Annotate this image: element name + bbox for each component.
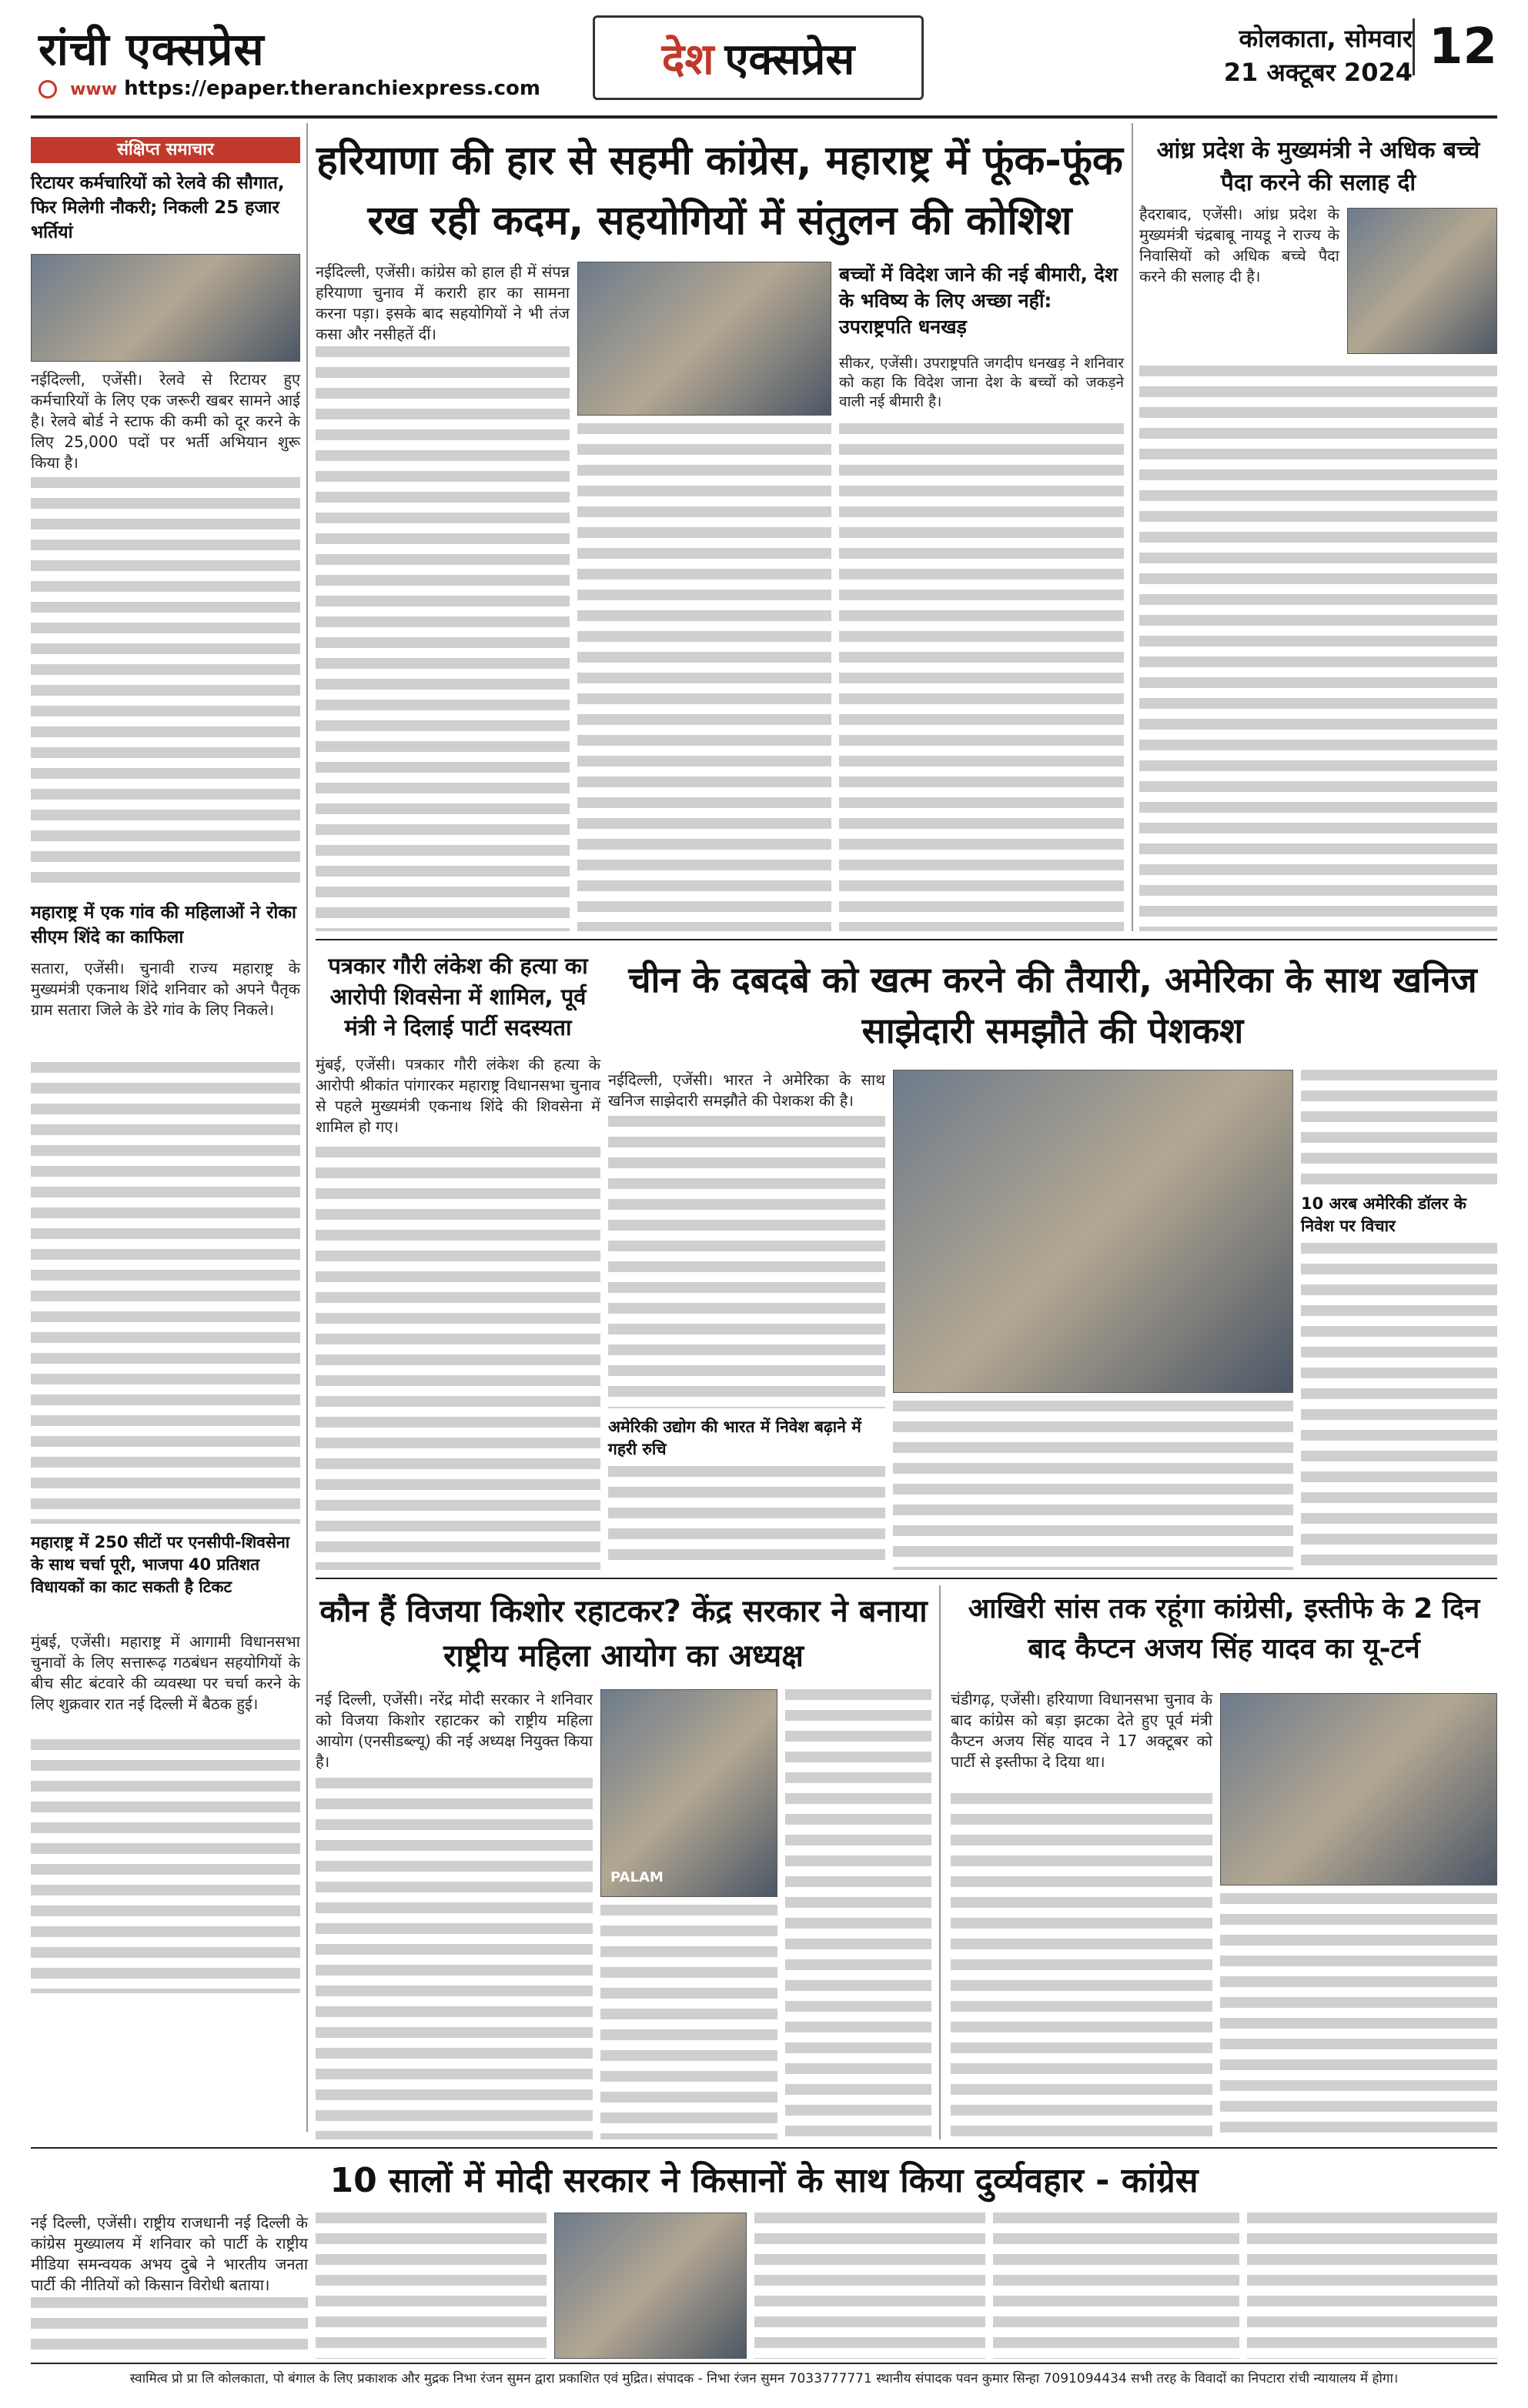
vijaya-lead: नई दिल्ली, एजेंसी। नरेंद्र मोदी सरकार ने शनिवार को विजया किशोर रहाटकर को राष्ट्रीय महिला आयोग (एनसीडब्ल्यू) की नई अध्यक्ष नियुक्त किया है। [316,1690,593,1771]
vp-lead: सीकर, एजेंसी। उपराष्ट्रपति जगदीप धनखड़ ने शनिवार को कहा कि विदेश जाना देश के बच्चों को जकड़ने वाली नई बीमारी है। [839,355,1124,410]
vijaya-headline[interactable]: कौन हैं विजया किशोर रहाटकर? केंद्र सरकार ने बनाया राष्ट्रीय महिला आयोग का अध्यक्ष [319,1594,928,1674]
captain-lead: चंडीगढ़, एजेंसी। हरियाणा विधानसभा चुनाव के बाद कांग्रेस को बड़ा झटका देते हुए पूर्व मंत्री कैप्टन अजय सिंह यादव ने 17 अक्टूबर को पार्टी से इस्तीफा दे दिया था। [951,1690,1212,1771]
naidu-photo [1347,208,1497,354]
gauri-body [316,1147,600,1570]
china-subhead-2: 10 अरब अमेरिकी डॉलर के निवेश पर विचार [1301,1194,1466,1235]
section-rule [316,1578,1497,1579]
imprint-line: स्वामित्व प्रो प्रा लि कोलकाता, पो बंगाल के लिए प्रकाशक और मुद्रक निभा रंजन सुमन द्वारा प्रकाशित एवं मुद्रित। संपादक - निभा रंजन सुमन 7033777771 स्थानीय संपादक पवन कुमार सिन्हा 7091094434 सभी तरह के विवादों का निपटारा रांची न्यायालय में होगा। [129,2371,1399,2386]
captain-photo [1220,1693,1497,1885]
main-body-mid [577,423,831,931]
brief-lead-2: सतारा, एजेंसी। चुनावी राज्य महाराष्ट्र के मुख्यमंत्री एकनाथ शिंदे शनिवार को अपने पैतृक ग्राम सतारा जिले के डेरे गांव के लिए निकले। [31,959,300,1019]
main-lead: नईदिल्ली, एजेंसी। कांग्रेस को हाल ही में संपन्न हरियाणा चुनाव में करारी हार का सामना करना पड़ा। इसके बाद सहयोगियों ने भी तंज कसा और नसीहतें दीं। [316,262,570,343]
section-brand [593,15,924,100]
farmers-headline[interactable]: 10 सालों में मोदी सरकार ने किसानों के साथ किया दुर्व्यवहार - कांग्रेस [329,2161,1199,2200]
vijaya-body-right [785,1689,931,2139]
china-body-left [608,1116,885,1408]
andhra-headline[interactable]: आंध्र प्रदेश के मुख्यमंत्री ने अधिक बच्चे पैदा करने की सलाह दी [1156,137,1480,196]
china-body-left-2 [608,1466,885,1570]
brief-headline-3[interactable]: महाराष्ट्र में 250 सीटों पर एनसीपी-शिवसेना के साथ चर्चा पूरी, भाजपा 40 प्रतिशत विधायकों का काट सकती है टिकट [31,1533,290,1596]
china-body-right-2 [1301,1243,1497,1570]
main-headline[interactable]: हरियाणा की हार से सहमी कांग्रेस, महाराष्ट्र में फूंक-फूंक रख रही कदम, सहयोगियों में संतुलन की कोशिश [316,138,1123,244]
gauri-lead: मुंबई, एजेंसी। पत्रकार गौरी लंकेश की हत्या के आरोपी श्रीकांत पांगारकर महाराष्ट्र विधानसभा चुनाव से पहले मुख्यमंत्री एकनाथ शिंदे की शिवसेना में शामिल हो गए। [316,1055,600,1136]
china-body-right [1301,1070,1497,1185]
brief-headline-1[interactable]: रिटायर कर्मचारियों को रेलवे की सौगात, फिर मिलेगी नौकरी; निकली 25 हजार भर्तियां [31,173,285,242]
section-brand-b: एक्सप्रेस [724,35,855,85]
brief-tag: संक्षिप्त समाचार [31,137,300,163]
china-body-mid [893,1401,1293,1570]
vijaya-body-mid [600,1905,777,2139]
andhra-body [1139,366,1497,931]
brief-body-3 [31,1739,300,1993]
vp-headline[interactable]: बच्चों में विदेश जाने की नई बीमारी, देश के भविष्य के लिए अच्छा नहीं: उपराष्ट्रपति धनखड़ [839,263,1118,338]
china-headline[interactable]: चीन के दबदबे को खत्म करने की तैयारी, अमेरिका के साथ खनिज साझेदारी समझौते की पेशकश [628,959,1477,1051]
main-body-left [316,346,570,931]
section-rule [31,2147,1497,2149]
farmers-body-3 [754,2213,985,2359]
farmers-lead: नई दिल्ली, एजेंसी। राष्ट्रीय राजधानी नई दिल्ली के कांग्रेस मुख्यालय में शनिवार को पार्टी के राष्ट्रीय मीडिया समन्वयक अभय दुबे ने भारतीय जनता पार्टी की नीतियों को किसान विरोधी बताया। [31,2213,308,2294]
brief-headline-2[interactable]: महाराष्ट्र में एक गांव की महिलाओं ने रोका सीएम शिंदे का काफिला [31,903,296,947]
farmers-body-5 [1247,2213,1497,2359]
vijaya-photo [600,1689,777,1897]
farmers-body-2 [316,2213,547,2359]
city-day: कोलकाता, सोमवार [1239,24,1413,53]
brief-lead-1: नईदिल्ली, एजेंसी। रेलवे से रिटायर हुए कर्मचारियों के लिए एक जरूरी खबर सामने आई है। रेलवे बोर्ड ने स्टाफ की कमी को दूर करने के लिए 25,000 पदों पर भर्ती अभियान शुरू किया है। [31,370,300,472]
leaders-photo [577,262,831,416]
gauri-headline[interactable]: पत्रकार गौरी लंकेश की हत्या का आरोपी शिवसेना में शामिल, पूर्व मंत्री ने दिलाई पार्टी सदस्यता [328,953,588,1040]
brief-body-2 [31,1062,300,1524]
column-divider [306,123,308,2132]
brief-body-1 [31,477,300,893]
date-block [1224,22,1413,89]
china-subhead-1: अमेरिकी उद्योग की भारत में निवेश बढ़ाने में गहरी रुचि [608,1418,861,1458]
page-number: 12 [1413,18,1497,75]
url-prefix: www [70,80,118,99]
url-text: https://epaper.theranchiexpress.com [124,77,540,100]
farmers-body-1 [31,2297,308,2359]
column-divider [939,1585,941,2139]
miners-photo [893,1070,1293,1393]
train-photo [31,254,300,362]
globe-icon [38,80,57,99]
brief-lead-3: मुंबई, एजेंसी। महाराष्ट्र में आगामी विधानसभा चुनावों के लिए सत्तारूढ़ गठबंधन सहयोगियों के बीच सीट बंटवारे की व्यवस्था पर चर्चा करने के लिए शुक्रवार रात नई दिल्ली में बैठक हुई। [31,1632,300,1713]
masthead-rule [31,115,1497,119]
vijaya-photo-text: PALAM [610,1869,664,1885]
section-brand-a: देश [661,35,714,85]
issue-date: 21 अक्टूबर 2024 [1223,58,1413,87]
china-lead: नईदिल्ली, एजेंसी। भारत ने अमेरिका के साथ खनिज साझेदारी समझौते की पेशकश की है। [608,1070,885,1110]
masthead-url[interactable] [38,77,540,100]
main-body-right [839,423,1124,931]
section-rule [316,939,1497,940]
captain-headline[interactable]: आखिरी सांस तक रहूंगा कांग्रेसी, इस्तीफे के 2 दिन बाद कैप्टन अजय सिंह यादव का यू-टर्न [968,1593,1480,1665]
andhra-lead: हैदराबाद, एजेंसी। आंध्र प्रदेश के मुख्यमंत्री चंद्रबाबू नायडू ने राज्य के निवासियों को अधिक बच्चे पैदा करने की सलाह दी है। [1139,205,1339,286]
captain-body-right [1220,1893,1497,2139]
captain-body-left [951,1793,1212,2139]
vijaya-body-left [316,1778,593,2139]
footer-rule [31,2363,1497,2364]
masthead-name: रांची एक्सप्रेस [38,23,265,75]
column-divider [1132,123,1133,931]
dubey-photo [554,2213,747,2359]
farmers-body-4 [993,2213,1239,2359]
